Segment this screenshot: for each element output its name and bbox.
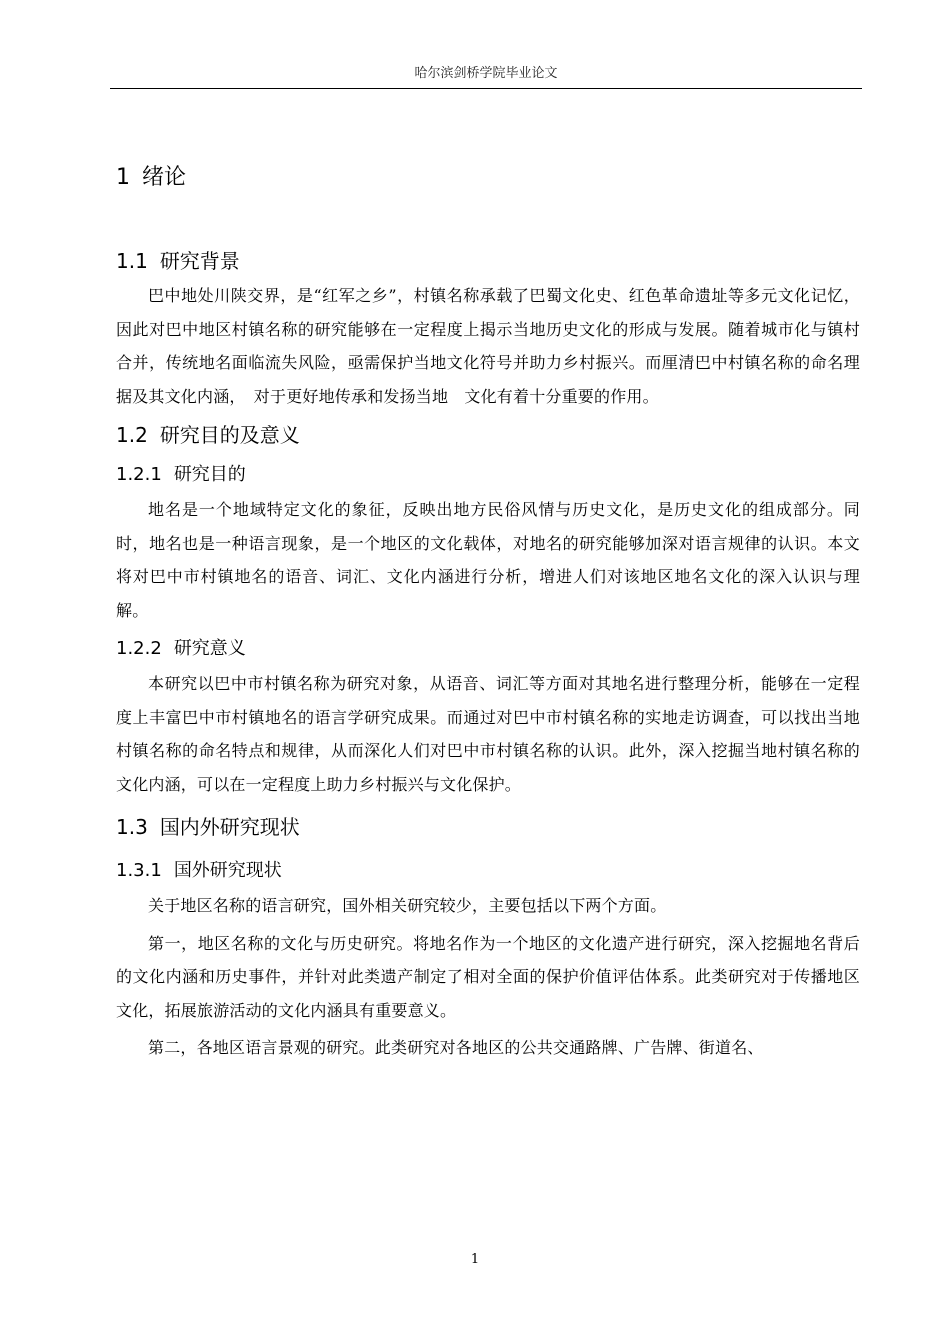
- section-title: 国内外研究现状: [159, 815, 300, 839]
- paragraph-research-significance: 本研究以巴中市村镇名称为研究对象，从语音、词汇等方面对其地名进行整理分析，能够在一定程度上丰富巴中市村镇地名的语言学研究成果。而通过对巴中市村镇名称的实地走访调查，可以找出当地村镇名称的命名特点和规律，从而深化人们对巴中市村镇名称的认识。此外，深入挖掘当地村镇名称的文化内涵，可以在一定程度上助力乡村振兴与文化保护。: [116, 674, 860, 794]
- section-title: 研究目的及意义: [159, 423, 300, 447]
- section-number: 1.3: [116, 815, 148, 839]
- paragraph-research-purpose: 地名是一个地域特定文化的象征，反映出地方民俗风情与历史文化，是历史文化的组成部分。同时，地名也是一种语言现象，是一个地区的文化载体，对地名的研究能够加深对语言规律的认识。本文将对巴中市村镇地名的语音、词汇、文化内涵进行分析，增进人们对该地区地名文化的深入认识与理解。: [116, 500, 860, 620]
- subsection-number: 1.2.2: [116, 638, 162, 659]
- section-title: 研究背景: [159, 249, 240, 273]
- paragraph-foreign-status-intro: 关于地区名称的语言研究，国外相关研究较少，主要包括以下两个方面。: [148, 896, 667, 915]
- section-heading-1-3: [116, 809, 860, 845]
- chapter-title: 绪论: [142, 165, 187, 190]
- page-content: [116, 158, 860, 1065]
- subsection-heading-1-2-1: [116, 457, 860, 493]
- paragraph-foreign-status-second: 第二，各地区语言景观的研究。此类研究对各地区的公共交通路牌、广告牌、街道名、: [148, 1038, 764, 1057]
- subsection-title: 国外研究现状: [173, 860, 282, 881]
- section-number: 1.1: [116, 249, 148, 273]
- subsection-heading-1-3-1: [116, 853, 860, 889]
- chapter-number: 1: [116, 165, 130, 190]
- subsection-number: 1.3.1: [116, 860, 162, 881]
- page-header: 哈尔滨剑桥学院毕业论文: [110, 60, 862, 89]
- subsection-title: 研究目的: [173, 464, 246, 485]
- paragraph-foreign-status-first: 第一，地区名称的文化与历史研究。将地名作为一个地区的文化遗产进行研究，深入挖掘地名背后的文化内涵和历史事件，并针对此类遗产制定了相对全面的保护价值评估体系。此类研究对于传播地区文化，拓展旅游活动的文化内涵具有重要意义。: [116, 933, 860, 1020]
- section-heading-1-2: [116, 417, 860, 453]
- page-number: 1: [470, 1252, 480, 1267]
- section-heading-1-1: [116, 243, 860, 279]
- subsection-heading-1-2-2: [116, 631, 860, 667]
- subsection-number: 1.2.1: [116, 464, 162, 485]
- paragraph-research-background: 巴中地处川陕交界，是“红军之乡”，村镇名称承载了巴蜀文化史、红色革命遗址等多元文化记忆，因此对巴中地区村镇名称的研究能够在一定程度上揭示当地历史文化的形成与发展。随着城市化与镇村合并，传统地名面临流失风险，亟需保护当地文化符号并助力乡村振兴。而厘清巴中村镇名称的命名理据及其文化内涵， 对于更好地传承和发扬当地 文化有着十分重要的作用。: [116, 286, 860, 406]
- section-number: 1.2: [116, 423, 148, 447]
- chapter-heading: [116, 158, 860, 198]
- subsection-title: 研究意义: [173, 638, 246, 659]
